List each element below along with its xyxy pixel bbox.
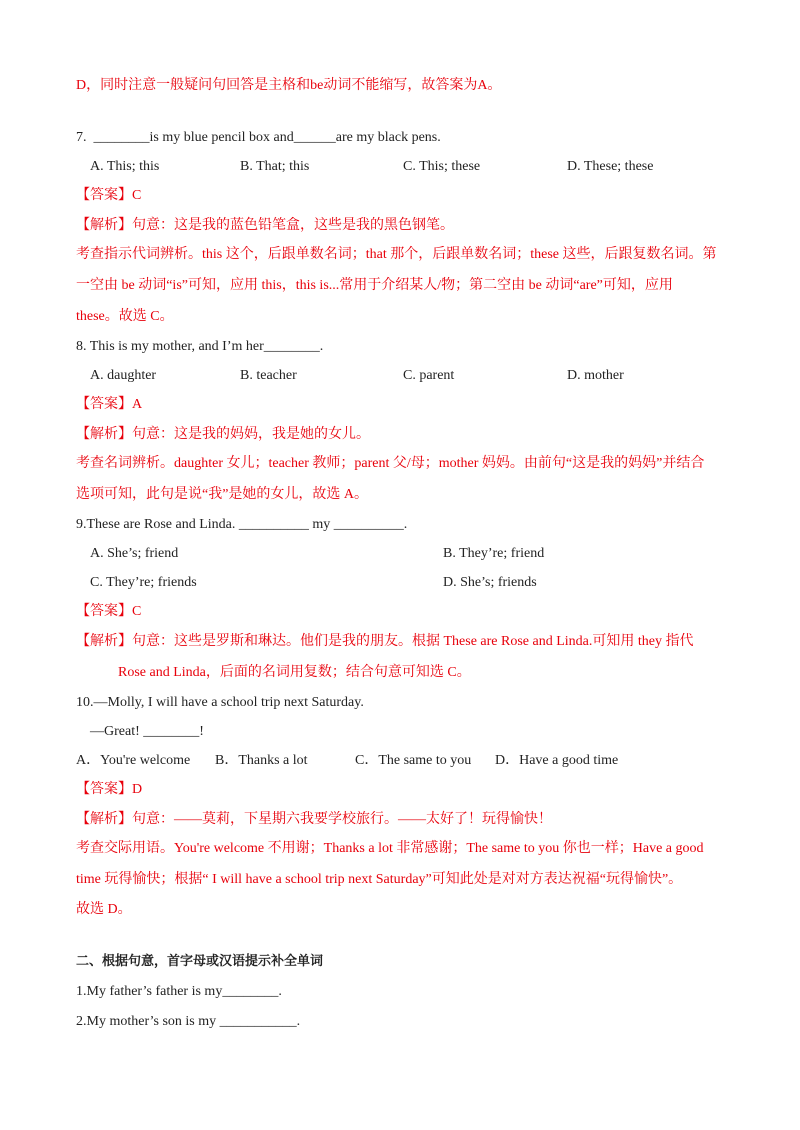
q8-analysis-3: 选项可知，此句是说“我”是她的女儿，故选 A。: [76, 487, 369, 502]
q7-analysis-1: 【解析】句意：这是我的蓝色铅笔盒，这些是我的黑色钢笔。: [76, 218, 454, 233]
q8-analysis-1: 【解析】句意：这是我的妈妈，我是她的女儿。: [76, 427, 370, 442]
q8-option-c: C. parent: [403, 368, 455, 383]
q7-stem-mid: is my blue pencil box and: [149, 130, 294, 145]
q10-analysis-2: 考查交际用语。You're welcome 不用谢；Thanks a lot 非常感谢；The same to you 你也一样；Have a good: [76, 841, 704, 856]
q8-answer: 【答案】A: [76, 397, 143, 412]
q7-option-d: D. These; these: [567, 159, 654, 174]
q7-blank-1: ________: [93, 130, 150, 145]
intro-text: D，同时注意一般疑问句回答是主格和be动词不能缩写，故答案为A。: [76, 78, 502, 93]
q10-stem-1: 10.—Molly, I will have a school trip next Saturday.: [76, 695, 364, 710]
q10-option-d: D．Have a good time: [495, 753, 619, 768]
q10-stem-2: —Great! ________!: [90, 724, 204, 739]
q10-analysis-4: 故选 D。: [76, 902, 132, 917]
q8-analysis-2: 考查名词辨析。daughter 女儿；teacher 教师；parent 父/母；mother 妈妈。由前句“这是我的妈妈”并结合: [76, 456, 705, 471]
q10-answer: 【答案】D: [76, 782, 143, 797]
q10-analysis-3: time 玩得愉快；根据“ I will have a school trip next Saturday”可知此处是对对方表达祝福“玩得愉快”。: [76, 872, 683, 887]
q7-analysis-3: 一空由 be 动词“is”可知，应用 this，this is...常用于介绍某人/物；第二空由 be 动词“are”可知，应用: [76, 278, 673, 293]
q10-option-b: B．Thanks a lot: [215, 753, 308, 768]
q9-stem: 9.These are Rose and Linda. __________ my __________.: [76, 517, 408, 532]
q9-option-d: D. She’s; friends: [443, 575, 537, 590]
q8-option-a: A. daughter: [90, 368, 157, 383]
q8-option-b: B. teacher: [240, 368, 297, 383]
q9-option-a: A. She’s; friend: [90, 546, 179, 561]
q9-analysis-1: 【解析】句意：这些是罗斯和琳达。他们是我的朋友。根据 These are Rose and Linda.可知用 they 指代: [76, 634, 694, 649]
q7-option-c: C. This; these: [403, 159, 481, 174]
q7-option-a: A. This; this: [90, 159, 160, 174]
section-2-question-1: 1.My father’s father is my________.: [76, 984, 282, 999]
q10-option-a: A．You're welcome: [76, 753, 191, 768]
q8-option-d: D. mother: [567, 368, 624, 383]
q7-analysis-2: 考查指示代词辨析。this 这个，后跟单数名词；that 那个，后跟单数名词；these 这些，后跟复数名词。第: [76, 247, 717, 262]
q9-option-b: B. They’re; friend: [443, 546, 545, 561]
q10-option-c: C．The same to you: [355, 753, 472, 768]
q9-analysis-2: Rose and Linda，后面的名词用复数；结合句意可知选 C。: [118, 665, 471, 680]
q7-number: 7.: [76, 130, 87, 145]
q7-stem: [76, 128, 441, 148]
q7-analysis-4: these。故选 C。: [76, 309, 174, 324]
section-2-question-2: 2.My mother’s son is my ___________.: [76, 1014, 301, 1029]
section-2-title: 二、根据句意，首字母或汉语提示补全单词: [76, 954, 324, 969]
q9-option-c: C. They’re; friends: [90, 575, 197, 590]
q9-answer: 【答案】C: [76, 604, 142, 619]
q7-blank-2: ______: [293, 130, 336, 145]
q7-stem-end: are my black pens.: [335, 130, 441, 145]
q8-stem: 8. This is my mother, and I’m her________.: [76, 339, 324, 354]
q7-answer: 【答案】C: [76, 188, 142, 203]
q10-analysis-1: 【解析】句意：——莫莉，下星期六我要学校旅行。——太好了！玩得愉快！: [76, 812, 552, 827]
q7-option-b: B. That; this: [240, 159, 310, 174]
